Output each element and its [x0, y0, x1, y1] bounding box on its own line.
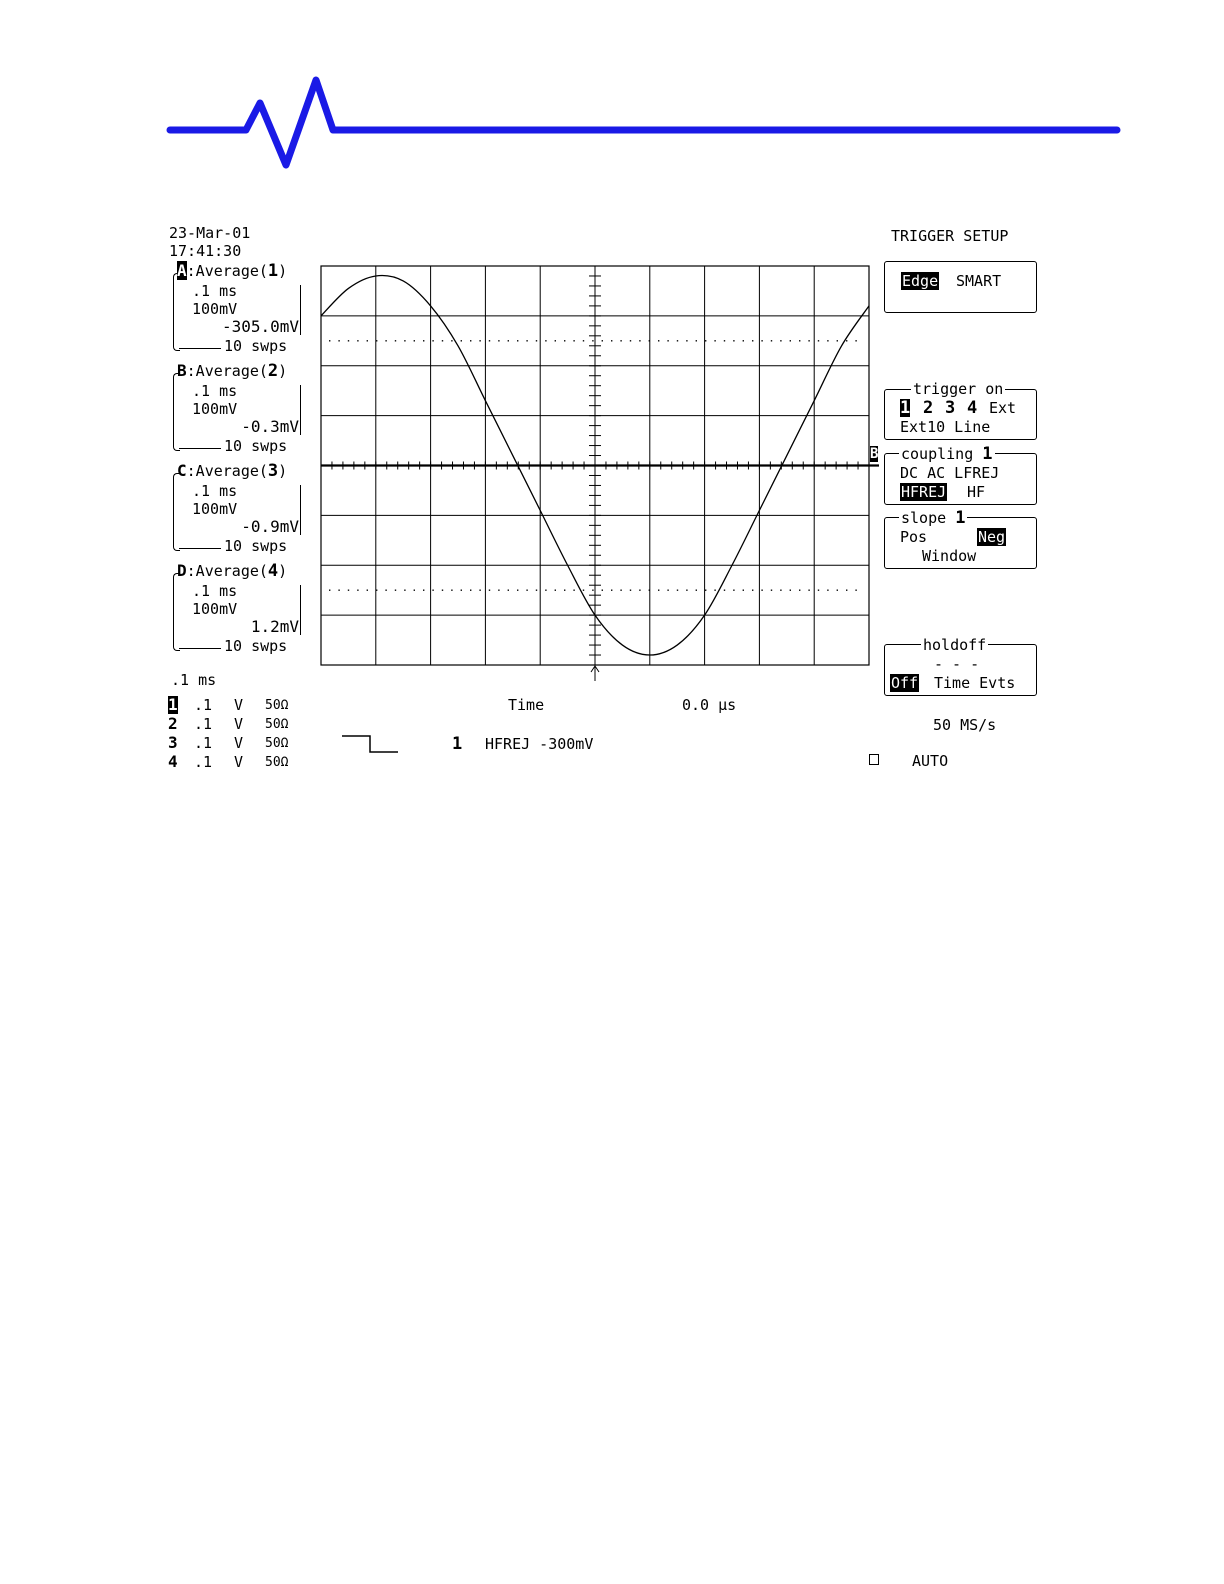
channel-impedance: 50Ω: [265, 698, 289, 713]
trace-timebase: .1 ms: [192, 582, 238, 600]
trigger-on-ch4[interactable]: 4: [967, 398, 978, 418]
trace-header: B:Average(2): [177, 361, 288, 381]
channel-vdiv: .1: [194, 715, 213, 733]
holdoff-off-option[interactable]: Off: [891, 674, 919, 692]
falling-edge-icon: [340, 732, 400, 756]
channel-row-3: [168, 734, 308, 752]
trace-timebase: .1 ms: [192, 382, 238, 400]
trigger-on-ch1[interactable]: 1: [900, 398, 911, 418]
trace-header: A:Average(1): [177, 261, 288, 281]
trace-sweeps: 10 swps: [224, 337, 288, 355]
holdoff-value: - - -: [934, 655, 980, 673]
slope-button[interactable]: [884, 508, 1037, 569]
channel-unit: V: [234, 715, 244, 733]
trace-vdiv: 100mV: [192, 500, 238, 518]
channel-impedance: 50Ω: [265, 717, 289, 732]
channel-unit: V: [234, 734, 244, 752]
trigger-on-ch3[interactable]: 3: [945, 398, 956, 418]
channel-number: 4: [168, 752, 178, 771]
trace-timebase: .1 ms: [192, 282, 238, 300]
channel-impedance: 50Ω: [265, 755, 289, 770]
trigger-on-ch2[interactable]: 2: [923, 398, 934, 418]
trace-header: C:Average(3): [177, 461, 288, 481]
time-axis-label: Time: [508, 696, 545, 714]
trace-value: -0.3mV: [241, 417, 299, 436]
channel-row-2: [168, 715, 308, 733]
holdoff-time-option[interactable]: Time Evts: [934, 674, 1016, 692]
pos-option[interactable]: Pos: [900, 528, 928, 546]
channel-vdiv: .1: [194, 753, 213, 771]
time-label: 17:41:30: [169, 242, 242, 260]
channel-number: 2: [168, 714, 178, 733]
coupling-row1[interactable]: DC AC LFREJ: [900, 464, 1000, 482]
trace-vdiv: 100mV: [192, 300, 238, 318]
time-offset-value: 0.0 µs: [682, 696, 737, 714]
trace-id: B: [177, 361, 187, 380]
sample-rate: 50 MS/s: [933, 716, 997, 734]
trace-value: -305.0mV: [221, 317, 299, 336]
channel-vdiv: .1: [194, 734, 213, 752]
trace-id: C: [177, 461, 187, 480]
trigger-on-title: trigger on: [913, 380, 1004, 398]
trigger-on-button[interactable]: [884, 380, 1037, 440]
channel-impedance: 50Ω: [265, 736, 289, 751]
holdoff-title: holdoff: [923, 636, 987, 654]
trigger-source: 1: [452, 734, 463, 754]
trace-sweeps: 10 swps: [224, 637, 288, 655]
acquisition-status-icon: [869, 754, 879, 765]
trace-value: 1.2mV: [250, 617, 299, 636]
channel-row-4: [168, 753, 308, 771]
neg-option[interactable]: Neg: [978, 528, 1006, 546]
channel-unit: V: [234, 696, 244, 714]
trace-vdiv: 100mV: [192, 600, 238, 618]
hf-option[interactable]: HF: [967, 483, 986, 501]
menu-title: TRIGGER SETUP: [891, 227, 1009, 245]
date-label: 23-Mar-01: [169, 224, 251, 242]
coupling-button[interactable]: [884, 444, 1037, 505]
holdoff-button[interactable]: [884, 636, 1037, 696]
trigger-mode: AUTO: [912, 752, 949, 770]
timebase-summary: .1 ms: [171, 671, 217, 689]
trace-timebase: .1 ms: [192, 482, 238, 500]
edge-option[interactable]: Edge: [902, 272, 939, 290]
trigger-on-row2[interactable]: Ext10 Line: [900, 418, 991, 436]
channel-unit: V: [234, 753, 244, 771]
channel-vdiv: .1: [194, 696, 213, 714]
trace-id: D: [177, 561, 187, 580]
trace-header: D:Average(4): [177, 561, 288, 581]
channel-number: 3: [168, 733, 178, 752]
smart-option[interactable]: SMART: [956, 272, 1002, 290]
scope-display: [0, 0, 1224, 700]
trigger-description: HFREJ -300mV: [485, 735, 594, 753]
trace-marker: B: [870, 446, 879, 462]
trace-vdiv: 100mV: [192, 400, 238, 418]
channel-number: 1: [168, 695, 178, 714]
window-option[interactable]: Window: [922, 547, 977, 565]
trigger-type-button[interactable]: [884, 261, 1037, 313]
trace-sweeps: 10 swps: [224, 437, 288, 455]
trace-value: -0.9mV: [241, 517, 299, 536]
hfrej-option[interactable]: HFREJ: [901, 483, 947, 501]
slope-title: slope 1: [901, 508, 966, 528]
trace-id: A: [177, 261, 187, 280]
coupling-title: coupling 1: [901, 444, 993, 464]
trace-sweeps: 10 swps: [224, 537, 288, 555]
trigger-on-ext[interactable]: Ext: [989, 399, 1017, 417]
